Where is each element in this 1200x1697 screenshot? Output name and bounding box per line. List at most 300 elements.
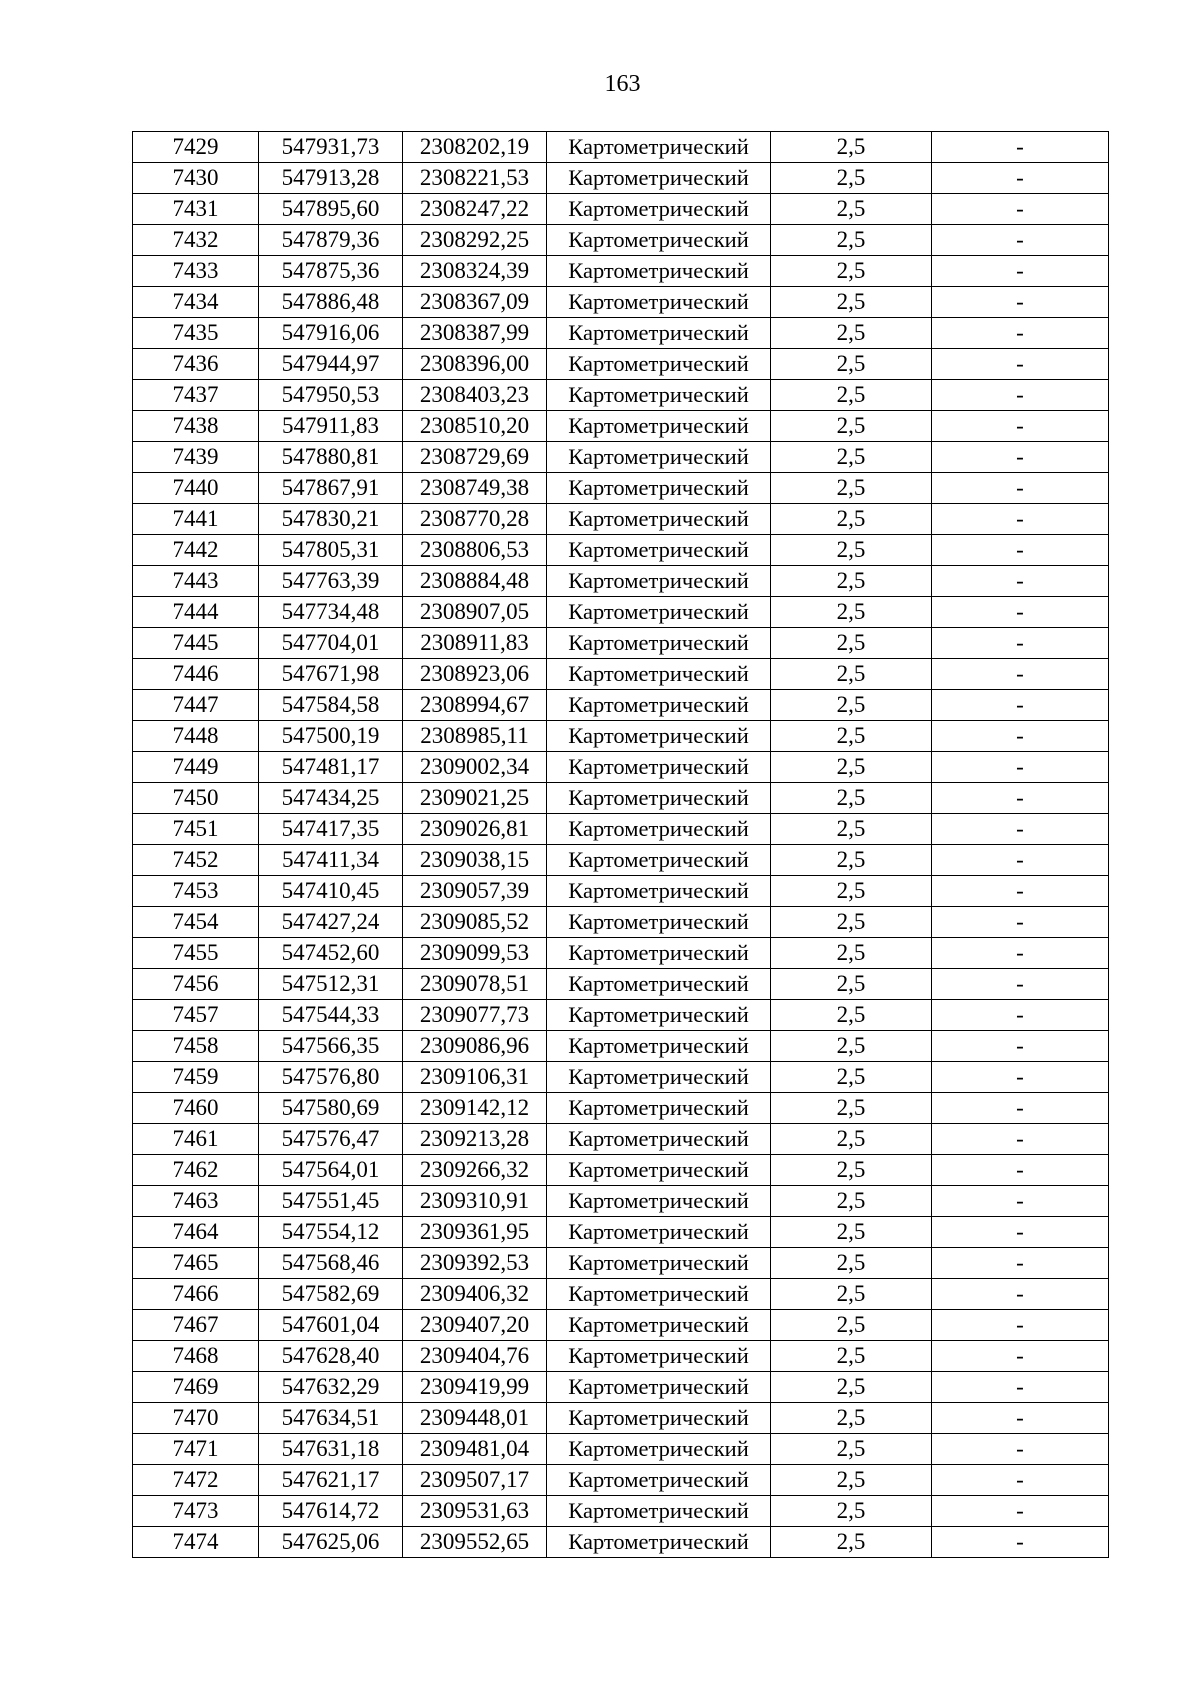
point-number-cell: 7435 <box>133 318 259 349</box>
table-row <box>133 814 1109 845</box>
y-coordinate-cell: 2309021,25 <box>403 783 547 814</box>
accuracy-cell: 2,5 <box>771 1279 932 1310</box>
method-cell: Картометрический <box>547 504 771 535</box>
point-number-cell: 7454 <box>133 907 259 938</box>
x-coordinate-cell: 547580,69 <box>259 1093 403 1124</box>
description-cell: - <box>932 1062 1109 1093</box>
y-coordinate-cell: 2308994,67 <box>403 690 547 721</box>
table-row <box>133 1124 1109 1155</box>
description-cell: - <box>932 969 1109 1000</box>
method-cell: Картометрический <box>547 411 771 442</box>
accuracy-cell: 2,5 <box>771 504 932 535</box>
point-number-cell: 7471 <box>133 1434 259 1465</box>
accuracy-cell: 2,5 <box>771 1248 932 1279</box>
table-row <box>133 318 1109 349</box>
description-cell: - <box>932 442 1109 473</box>
description-cell: - <box>932 566 1109 597</box>
accuracy-cell: 2,5 <box>771 1155 932 1186</box>
table-row <box>133 1310 1109 1341</box>
accuracy-cell: 2,5 <box>771 1000 932 1031</box>
accuracy-cell: 2,5 <box>771 938 932 969</box>
accuracy-cell: 2,5 <box>771 721 932 752</box>
point-number-cell: 7443 <box>133 566 259 597</box>
point-number-cell: 7468 <box>133 1341 259 1372</box>
description-cell: - <box>932 597 1109 628</box>
description-cell: - <box>932 1465 1109 1496</box>
point-number-cell: 7457 <box>133 1000 259 1031</box>
table-row <box>133 1527 1109 1558</box>
point-number-cell: 7459 <box>133 1062 259 1093</box>
accuracy-cell: 2,5 <box>771 1434 932 1465</box>
table-row <box>133 473 1109 504</box>
x-coordinate-cell: 547880,81 <box>259 442 403 473</box>
description-cell: - <box>932 132 1109 163</box>
y-coordinate-cell: 2309419,99 <box>403 1372 547 1403</box>
accuracy-cell: 2,5 <box>771 1124 932 1155</box>
accuracy-cell: 2,5 <box>771 1372 932 1403</box>
table-row <box>133 1341 1109 1372</box>
method-cell: Картометрический <box>547 380 771 411</box>
accuracy-cell: 2,5 <box>771 380 932 411</box>
method-cell: Картометрический <box>547 1124 771 1155</box>
accuracy-cell: 2,5 <box>771 225 932 256</box>
point-number-cell: 7441 <box>133 504 259 535</box>
description-cell: - <box>932 783 1109 814</box>
y-coordinate-cell: 2309086,96 <box>403 1031 547 1062</box>
x-coordinate-cell: 547417,35 <box>259 814 403 845</box>
description-cell: - <box>932 1155 1109 1186</box>
x-coordinate-cell: 547500,19 <box>259 721 403 752</box>
y-coordinate-cell: 2309106,31 <box>403 1062 547 1093</box>
description-cell: - <box>932 752 1109 783</box>
accuracy-cell: 2,5 <box>771 1217 932 1248</box>
accuracy-cell: 2,5 <box>771 318 932 349</box>
method-cell: Картометрический <box>547 1434 771 1465</box>
x-coordinate-cell: 547631,18 <box>259 1434 403 1465</box>
x-coordinate-cell: 547427,24 <box>259 907 403 938</box>
description-cell: - <box>932 845 1109 876</box>
method-cell: Картометрический <box>547 1403 771 1434</box>
accuracy-cell: 2,5 <box>771 690 932 721</box>
point-number-cell: 7449 <box>133 752 259 783</box>
description-cell: - <box>932 504 1109 535</box>
point-number-cell: 7433 <box>133 256 259 287</box>
y-coordinate-cell: 2308292,25 <box>403 225 547 256</box>
point-number-cell: 7439 <box>133 442 259 473</box>
method-cell: Картометрический <box>547 1093 771 1124</box>
description-cell: - <box>932 721 1109 752</box>
description-cell: - <box>932 659 1109 690</box>
description-cell: - <box>932 318 1109 349</box>
accuracy-cell: 2,5 <box>771 1496 932 1527</box>
y-coordinate-cell: 2308985,11 <box>403 721 547 752</box>
x-coordinate-cell: 547734,48 <box>259 597 403 628</box>
x-coordinate-cell: 547544,33 <box>259 1000 403 1031</box>
description-cell: - <box>932 1341 1109 1372</box>
x-coordinate-cell: 547671,98 <box>259 659 403 690</box>
table-row <box>133 163 1109 194</box>
y-coordinate-cell: 2309531,63 <box>403 1496 547 1527</box>
description-cell: - <box>932 411 1109 442</box>
x-coordinate-cell: 547916,06 <box>259 318 403 349</box>
description-cell: - <box>932 163 1109 194</box>
table-row <box>133 535 1109 566</box>
table-row <box>133 1000 1109 1031</box>
x-coordinate-cell: 547551,45 <box>259 1186 403 1217</box>
method-cell: Картометрический <box>547 535 771 566</box>
table-row <box>133 597 1109 628</box>
x-coordinate-cell: 547564,01 <box>259 1155 403 1186</box>
y-coordinate-cell: 2309392,53 <box>403 1248 547 1279</box>
description-cell: - <box>932 473 1109 504</box>
accuracy-cell: 2,5 <box>771 535 932 566</box>
method-cell: Картометрический <box>547 225 771 256</box>
description-cell: - <box>932 1310 1109 1341</box>
x-coordinate-cell: 547895,60 <box>259 194 403 225</box>
x-coordinate-cell: 547830,21 <box>259 504 403 535</box>
y-coordinate-cell: 2308884,48 <box>403 566 547 597</box>
point-number-cell: 7445 <box>133 628 259 659</box>
page-number: 163 <box>604 71 641 97</box>
accuracy-cell: 2,5 <box>771 132 932 163</box>
y-coordinate-cell: 2308806,53 <box>403 535 547 566</box>
table-row <box>133 1062 1109 1093</box>
point-number-cell: 7473 <box>133 1496 259 1527</box>
table-row <box>133 1496 1109 1527</box>
table-row <box>133 132 1109 163</box>
method-cell: Картометрический <box>547 597 771 628</box>
y-coordinate-cell: 2309448,01 <box>403 1403 547 1434</box>
y-coordinate-cell: 2309038,15 <box>403 845 547 876</box>
table-row <box>133 690 1109 721</box>
accuracy-cell: 2,5 <box>771 1465 932 1496</box>
y-coordinate-cell: 2308202,19 <box>403 132 547 163</box>
y-coordinate-cell: 2308367,09 <box>403 287 547 318</box>
method-cell: Картометрический <box>547 814 771 845</box>
description-cell: - <box>932 1093 1109 1124</box>
method-cell: Картометрический <box>547 1496 771 1527</box>
description-cell: - <box>932 1279 1109 1310</box>
y-coordinate-cell: 2308403,23 <box>403 380 547 411</box>
accuracy-cell: 2,5 <box>771 1403 932 1434</box>
table-row <box>133 1093 1109 1124</box>
table-row <box>133 721 1109 752</box>
accuracy-cell: 2,5 <box>771 1031 932 1062</box>
table-row <box>133 1279 1109 1310</box>
method-cell: Картометрический <box>547 845 771 876</box>
method-cell: Картометрический <box>547 783 771 814</box>
table-row <box>133 1372 1109 1403</box>
method-cell: Картометрический <box>547 1279 771 1310</box>
accuracy-cell: 2,5 <box>771 442 932 473</box>
point-number-cell: 7451 <box>133 814 259 845</box>
method-cell: Картометрический <box>547 287 771 318</box>
description-cell: - <box>932 1372 1109 1403</box>
x-coordinate-cell: 547911,83 <box>259 411 403 442</box>
y-coordinate-cell: 2309057,39 <box>403 876 547 907</box>
description-cell: - <box>932 814 1109 845</box>
y-coordinate-cell: 2309078,51 <box>403 969 547 1000</box>
accuracy-cell: 2,5 <box>771 907 932 938</box>
x-coordinate-cell: 547410,45 <box>259 876 403 907</box>
point-number-cell: 7463 <box>133 1186 259 1217</box>
x-coordinate-cell: 547944,97 <box>259 349 403 380</box>
point-number-cell: 7466 <box>133 1279 259 1310</box>
table-row <box>133 628 1109 659</box>
x-coordinate-cell: 547886,48 <box>259 287 403 318</box>
y-coordinate-cell: 2309310,91 <box>403 1186 547 1217</box>
description-cell: - <box>932 1000 1109 1031</box>
x-coordinate-cell: 547601,04 <box>259 1310 403 1341</box>
description-cell: - <box>932 1124 1109 1155</box>
table-row <box>133 969 1109 1000</box>
accuracy-cell: 2,5 <box>771 969 932 1000</box>
accuracy-cell: 2,5 <box>771 876 932 907</box>
table-row <box>133 411 1109 442</box>
method-cell: Картометрический <box>547 907 771 938</box>
point-number-cell: 7442 <box>133 535 259 566</box>
x-coordinate-cell: 547481,17 <box>259 752 403 783</box>
x-coordinate-cell: 547634,51 <box>259 1403 403 1434</box>
description-cell: - <box>932 1031 1109 1062</box>
method-cell: Картометрический <box>547 194 771 225</box>
table-row <box>133 845 1109 876</box>
method-cell: Картометрический <box>547 132 771 163</box>
y-coordinate-cell: 2309002,34 <box>403 752 547 783</box>
x-coordinate-cell: 547568,46 <box>259 1248 403 1279</box>
method-cell: Картометрический <box>547 659 771 690</box>
x-coordinate-cell: 547875,36 <box>259 256 403 287</box>
description-cell: - <box>932 1434 1109 1465</box>
x-coordinate-cell: 547931,73 <box>259 132 403 163</box>
y-coordinate-cell: 2309407,20 <box>403 1310 547 1341</box>
accuracy-cell: 2,5 <box>771 1310 932 1341</box>
point-number-cell: 7434 <box>133 287 259 318</box>
table-row <box>133 1031 1109 1062</box>
x-coordinate-cell: 547434,25 <box>259 783 403 814</box>
point-number-cell: 7456 <box>133 969 259 1000</box>
point-number-cell: 7465 <box>133 1248 259 1279</box>
y-coordinate-cell: 2308387,99 <box>403 318 547 349</box>
method-cell: Картометрический <box>547 1155 771 1186</box>
description-cell: - <box>932 194 1109 225</box>
table-row <box>133 287 1109 318</box>
y-coordinate-cell: 2308247,22 <box>403 194 547 225</box>
description-cell: - <box>932 1403 1109 1434</box>
table-row <box>133 1217 1109 1248</box>
table-row <box>133 225 1109 256</box>
point-number-cell: 7467 <box>133 1310 259 1341</box>
method-cell: Картометрический <box>547 1372 771 1403</box>
method-cell: Картометрический <box>547 566 771 597</box>
accuracy-cell: 2,5 <box>771 1527 932 1558</box>
y-coordinate-cell: 2309085,52 <box>403 907 547 938</box>
description-cell: - <box>932 256 1109 287</box>
method-cell: Картометрический <box>547 349 771 380</box>
y-coordinate-cell: 2309406,32 <box>403 1279 547 1310</box>
method-cell: Картометрический <box>547 721 771 752</box>
x-coordinate-cell: 547582,69 <box>259 1279 403 1310</box>
table-row <box>133 1155 1109 1186</box>
point-number-cell: 7429 <box>133 132 259 163</box>
point-number-cell: 7450 <box>133 783 259 814</box>
point-number-cell: 7462 <box>133 1155 259 1186</box>
x-coordinate-cell: 547566,35 <box>259 1031 403 1062</box>
point-number-cell: 7447 <box>133 690 259 721</box>
x-coordinate-cell: 547584,58 <box>259 690 403 721</box>
table-row <box>133 907 1109 938</box>
description-cell: - <box>932 1527 1109 1558</box>
y-coordinate-cell: 2309099,53 <box>403 938 547 969</box>
y-coordinate-cell: 2309361,95 <box>403 1217 547 1248</box>
method-cell: Картометрический <box>547 690 771 721</box>
method-cell: Картометрический <box>547 876 771 907</box>
table-row <box>133 1403 1109 1434</box>
point-number-cell: 7470 <box>133 1403 259 1434</box>
table-row <box>133 1465 1109 1496</box>
method-cell: Картометрический <box>547 1465 771 1496</box>
accuracy-cell: 2,5 <box>771 194 932 225</box>
y-coordinate-cell: 2308510,20 <box>403 411 547 442</box>
method-cell: Картометрический <box>547 318 771 349</box>
y-coordinate-cell: 2309552,65 <box>403 1527 547 1558</box>
description-cell: - <box>932 628 1109 659</box>
accuracy-cell: 2,5 <box>771 566 932 597</box>
x-coordinate-cell: 547452,60 <box>259 938 403 969</box>
y-coordinate-cell: 2309077,73 <box>403 1000 547 1031</box>
x-coordinate-cell: 547614,72 <box>259 1496 403 1527</box>
table-row <box>133 504 1109 535</box>
point-number-cell: 7464 <box>133 1217 259 1248</box>
method-cell: Картометрический <box>547 1000 771 1031</box>
accuracy-cell: 2,5 <box>771 597 932 628</box>
y-coordinate-cell: 2309481,04 <box>403 1434 547 1465</box>
x-coordinate-cell: 547576,47 <box>259 1124 403 1155</box>
description-cell: - <box>932 876 1109 907</box>
point-number-cell: 7438 <box>133 411 259 442</box>
method-cell: Картометрический <box>547 1186 771 1217</box>
description-cell: - <box>932 225 1109 256</box>
accuracy-cell: 2,5 <box>771 256 932 287</box>
y-coordinate-cell: 2308923,06 <box>403 659 547 690</box>
y-coordinate-cell: 2308770,28 <box>403 504 547 535</box>
method-cell: Картометрический <box>547 473 771 504</box>
table-row <box>133 349 1109 380</box>
point-number-cell: 7474 <box>133 1527 259 1558</box>
x-coordinate-cell: 547805,31 <box>259 535 403 566</box>
description-cell: - <box>932 535 1109 566</box>
x-coordinate-cell: 547913,28 <box>259 163 403 194</box>
point-number-cell: 7446 <box>133 659 259 690</box>
point-number-cell: 7453 <box>133 876 259 907</box>
description-cell: - <box>932 1496 1109 1527</box>
point-number-cell: 7440 <box>133 473 259 504</box>
x-coordinate-cell: 547411,34 <box>259 845 403 876</box>
description-cell: - <box>932 1217 1109 1248</box>
point-number-cell: 7458 <box>133 1031 259 1062</box>
accuracy-cell: 2,5 <box>771 349 932 380</box>
table-row <box>133 1248 1109 1279</box>
y-coordinate-cell: 2308907,05 <box>403 597 547 628</box>
method-cell: Картометрический <box>547 969 771 1000</box>
accuracy-cell: 2,5 <box>771 752 932 783</box>
description-cell: - <box>932 349 1109 380</box>
method-cell: Картометрический <box>547 938 771 969</box>
description-cell: - <box>932 938 1109 969</box>
point-number-cell: 7469 <box>133 1372 259 1403</box>
x-coordinate-cell: 547632,29 <box>259 1372 403 1403</box>
y-coordinate-cell: 2309026,81 <box>403 814 547 845</box>
table-row <box>133 442 1109 473</box>
accuracy-cell: 2,5 <box>771 659 932 690</box>
point-number-cell: 7437 <box>133 380 259 411</box>
point-number-cell: 7436 <box>133 349 259 380</box>
accuracy-cell: 2,5 <box>771 287 932 318</box>
description-cell: - <box>932 287 1109 318</box>
y-coordinate-cell: 2308396,00 <box>403 349 547 380</box>
method-cell: Картометрический <box>547 1310 771 1341</box>
accuracy-cell: 2,5 <box>771 814 932 845</box>
description-cell: - <box>932 690 1109 721</box>
accuracy-cell: 2,5 <box>771 1062 932 1093</box>
table-row <box>133 938 1109 969</box>
accuracy-cell: 2,5 <box>771 1093 932 1124</box>
table-row <box>133 380 1109 411</box>
accuracy-cell: 2,5 <box>771 411 932 442</box>
table-row <box>133 1186 1109 1217</box>
x-coordinate-cell: 547763,39 <box>259 566 403 597</box>
y-coordinate-cell: 2308324,39 <box>403 256 547 287</box>
method-cell: Картометрический <box>547 1031 771 1062</box>
x-coordinate-cell: 547576,80 <box>259 1062 403 1093</box>
point-number-cell: 7430 <box>133 163 259 194</box>
table-row <box>133 752 1109 783</box>
point-number-cell: 7460 <box>133 1093 259 1124</box>
point-number-cell: 7444 <box>133 597 259 628</box>
x-coordinate-cell: 547621,17 <box>259 1465 403 1496</box>
x-coordinate-cell: 547704,01 <box>259 628 403 659</box>
point-number-cell: 7432 <box>133 225 259 256</box>
method-cell: Картометрический <box>547 1217 771 1248</box>
x-coordinate-cell: 547879,36 <box>259 225 403 256</box>
y-coordinate-cell: 2309404,76 <box>403 1341 547 1372</box>
table-row <box>133 659 1109 690</box>
description-cell: - <box>932 907 1109 938</box>
x-coordinate-cell: 547628,40 <box>259 1341 403 1372</box>
point-number-cell: 7455 <box>133 938 259 969</box>
table-row <box>133 1434 1109 1465</box>
accuracy-cell: 2,5 <box>771 783 932 814</box>
y-coordinate-cell: 2308221,53 <box>403 163 547 194</box>
point-number-cell: 7448 <box>133 721 259 752</box>
x-coordinate-cell: 547867,91 <box>259 473 403 504</box>
method-cell: Картометрический <box>547 256 771 287</box>
method-cell: Картометрический <box>547 442 771 473</box>
method-cell: Картометрический <box>547 752 771 783</box>
table-row <box>133 876 1109 907</box>
accuracy-cell: 2,5 <box>771 1186 932 1217</box>
accuracy-cell: 2,5 <box>771 628 932 659</box>
point-number-cell: 7472 <box>133 1465 259 1496</box>
table-row <box>133 194 1109 225</box>
accuracy-cell: 2,5 <box>771 1341 932 1372</box>
y-coordinate-cell: 2309142,12 <box>403 1093 547 1124</box>
method-cell: Картометрический <box>547 1248 771 1279</box>
method-cell: Картометрический <box>547 163 771 194</box>
y-coordinate-cell: 2309507,17 <box>403 1465 547 1496</box>
coordinates-table <box>132 131 1109 1558</box>
table-row <box>133 256 1109 287</box>
